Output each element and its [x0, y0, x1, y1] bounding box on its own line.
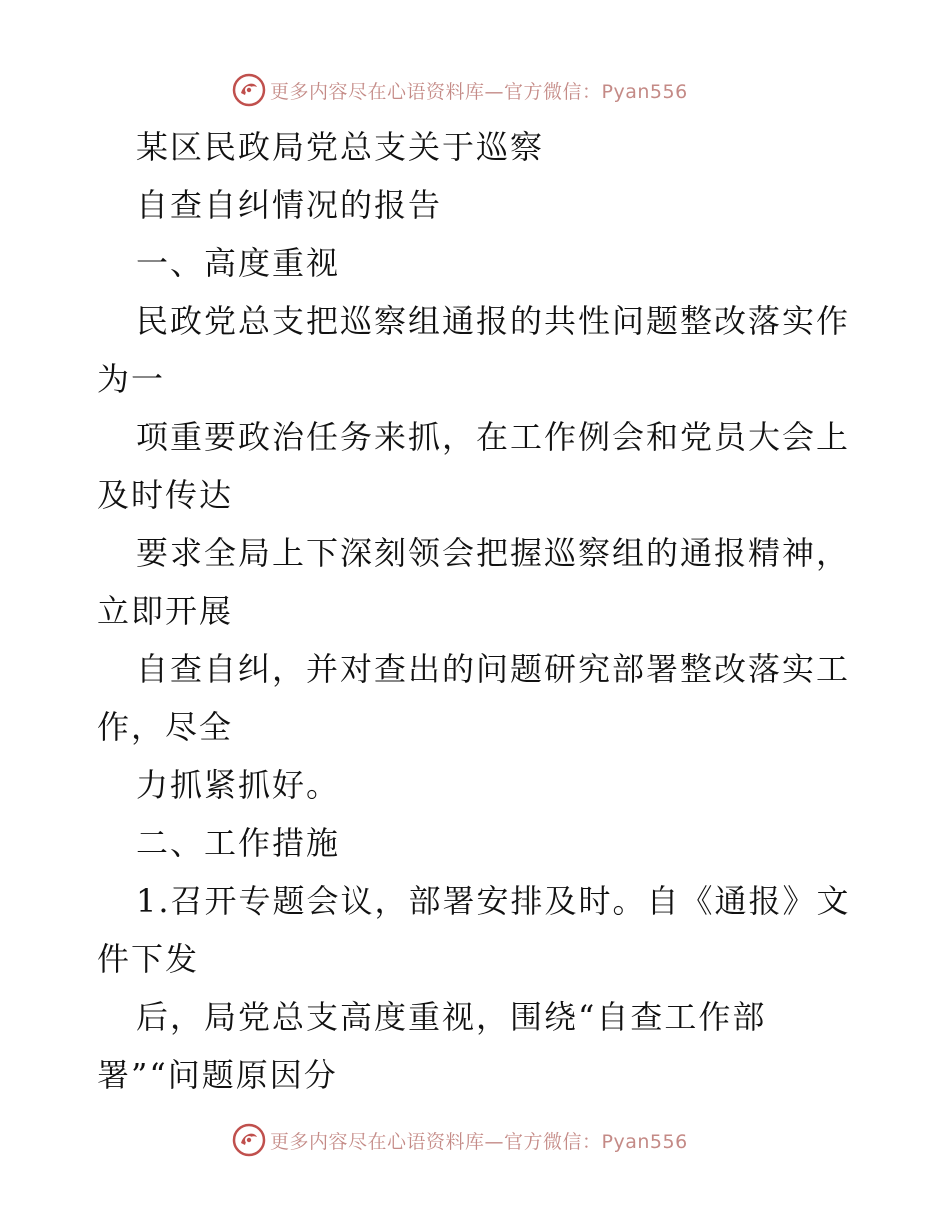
rose-seal-icon: [232, 1123, 266, 1157]
watermark-text: 更多内容尽在心语资料库—官方微信：Pyan556: [270, 1130, 688, 1153]
paragraph-line: 自查自纠，并对查出的问题研究部署整改落实工: [136, 650, 851, 688]
paragraph-line: 力抓紧抓好。: [136, 766, 341, 804]
paragraph-line: 署”“问题原因分: [97, 1056, 338, 1094]
paragraph-line: 件下发: [97, 940, 200, 978]
watermark-header: [232, 72, 688, 108]
rose-seal-icon: [232, 73, 266, 107]
doc-title-line-1: 某区民政局党总支关于巡察: [136, 128, 545, 166]
watermark-footer: [232, 1122, 688, 1158]
paragraph-line: 立即开展: [97, 592, 234, 630]
paragraph-line: 作，尽全: [97, 708, 234, 746]
doc-title-line-2: 自查自纠情况的报告: [136, 186, 443, 224]
paragraph-line: 项重要政治任务来抓，在工作例会和党员大会上: [136, 418, 851, 456]
paragraph-line: 及时传达: [97, 476, 234, 514]
section-heading-2: 二、工作措施: [136, 824, 341, 862]
watermark-account: Pyan556: [601, 80, 688, 103]
watermark-account: Pyan556: [601, 1130, 688, 1153]
paragraph-line: 民政党总支把巡察组通报的共性问题整改落实作: [136, 302, 851, 340]
watermark-text: 更多内容尽在心语资料库—官方微信：Pyan556: [270, 80, 688, 103]
section-heading-1: 一、高度重视: [136, 244, 341, 282]
paragraph-line: 1.召开专题会议，部署安排及时。自《通报》文: [136, 882, 851, 920]
paragraph-line: 为一: [97, 360, 166, 398]
document-body: [97, 118, 867, 1104]
paragraph-line: 要求全局上下深刻领会把握巡察组的通报精神，: [136, 534, 851, 572]
paragraph-line: 后，局党总支高度重视，围绕“自查工作部: [136, 998, 767, 1036]
